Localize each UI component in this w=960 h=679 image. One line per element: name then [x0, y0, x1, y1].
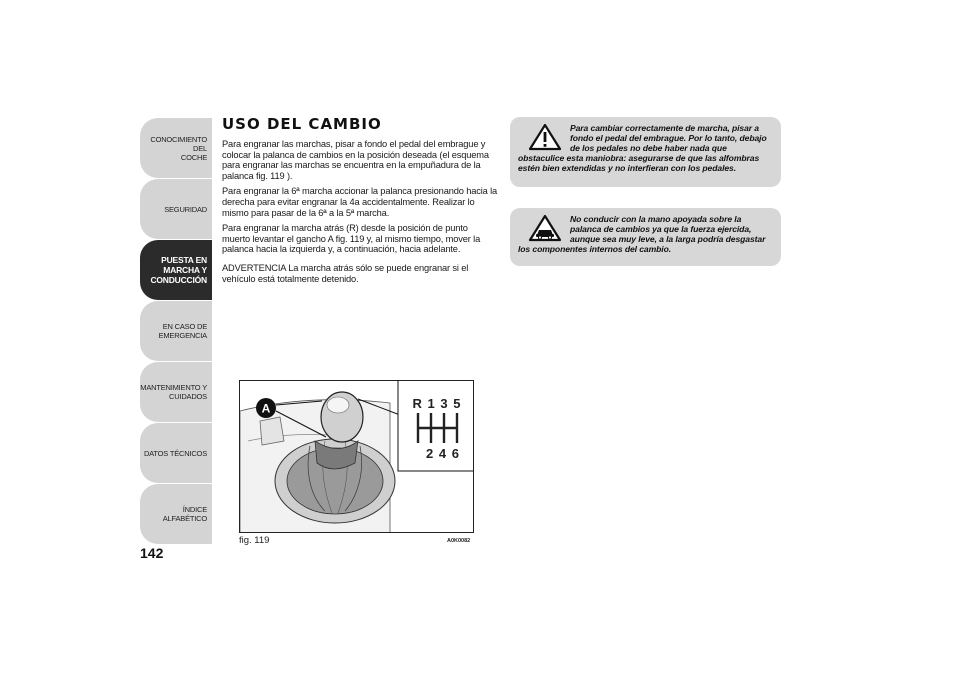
tab-label: PUESTA EN MARCHA Y CONDUCCIÓN	[150, 255, 207, 285]
car-warning-icon	[528, 214, 562, 242]
figure-code: A0K0082	[447, 538, 471, 544]
tab-conocimiento-del-coche[interactable]	[140, 118, 212, 178]
warning-box	[510, 208, 781, 266]
tab-label: MANTENIMIENTO Y CUIDADOS	[140, 383, 207, 401]
tab-label: DATOS TÉCNICOS	[143, 448, 207, 458]
page-number: 142	[140, 545, 164, 561]
main-text-column	[222, 115, 498, 289]
tab-mantenimiento[interactable]	[140, 362, 212, 422]
gear-pattern-top: R 1 3 5	[412, 396, 462, 411]
tab-datos-tecnicos[interactable]	[140, 423, 212, 483]
gear-lever-illustration	[240, 381, 474, 533]
tab-indice-alfabetico[interactable]	[140, 484, 212, 544]
tab-label: ÍNDICE ALFABÉTICO	[162, 505, 207, 523]
tab-puesta-en-marcha[interactable]	[140, 240, 212, 300]
warning-text: Para cambiar correctamente de marcha, pisar a fondo el pedal del embrague. Por lo tanto, debajo de los pedales no debe haber nada que obstaculice esta maniobra: asegurarse de que las alfombras estén bien extendidas y no interfieran con los pedales.	[518, 123, 767, 173]
paragraph: ADVERTENCIA La marcha atrás sólo se puede engranar si el vehículo está totalmente detenido.	[222, 262, 469, 284]
tab-en-caso-de-emergencia[interactable]	[140, 301, 212, 361]
warning-box	[510, 117, 781, 187]
tab-label: CONOCIMIENTO DEL COCHE	[150, 134, 207, 162]
callout-label: A	[261, 401, 271, 416]
figure-caption: fig. 119	[239, 535, 270, 546]
gear-pattern-bottom: 2 4 6	[426, 446, 460, 461]
tab-label: EN CASO DE EMERGENCIA	[158, 322, 207, 340]
paragraph: Para engranar las marchas, pisar a fondo el pedal del embrague y colocar la palanca de cambios en la posición deseada (el esquema para engranar las marchas se encuentra en la empuñadura de la palanca fig. 119 ).	[222, 139, 489, 181]
tab-label: SEGURIDAD	[164, 204, 207, 214]
paragraph: Para engranar la marcha atrás (R) desde la posición de punto muerto levantar el gancho A fig. 119 y, al mismo tiempo, mover la palanca hacia la izquierda y, a continuación, hacia adelante.	[222, 223, 481, 255]
gear-lever-figure	[239, 380, 474, 533]
warning-triangle-icon	[528, 123, 562, 151]
paragraph: Para engranar la 6ª marcha accionar la palanca presionando hacia la derecha para evitar engranar la 4a accidentalmente. Realizar lo mismo para pasar de la 6ª a la 5ª marcha.	[222, 186, 498, 218]
warning-text: No conducir con la mano apoyada sobre la palanca de cambios ya que la fuerza ejercida, aunque sea muy leve, a la larga podría desgastar los componentes internos del cambio.	[518, 214, 766, 254]
tab-seguridad[interactable]	[140, 179, 212, 239]
section-title: USO DEL CAMBIO	[222, 115, 382, 133]
